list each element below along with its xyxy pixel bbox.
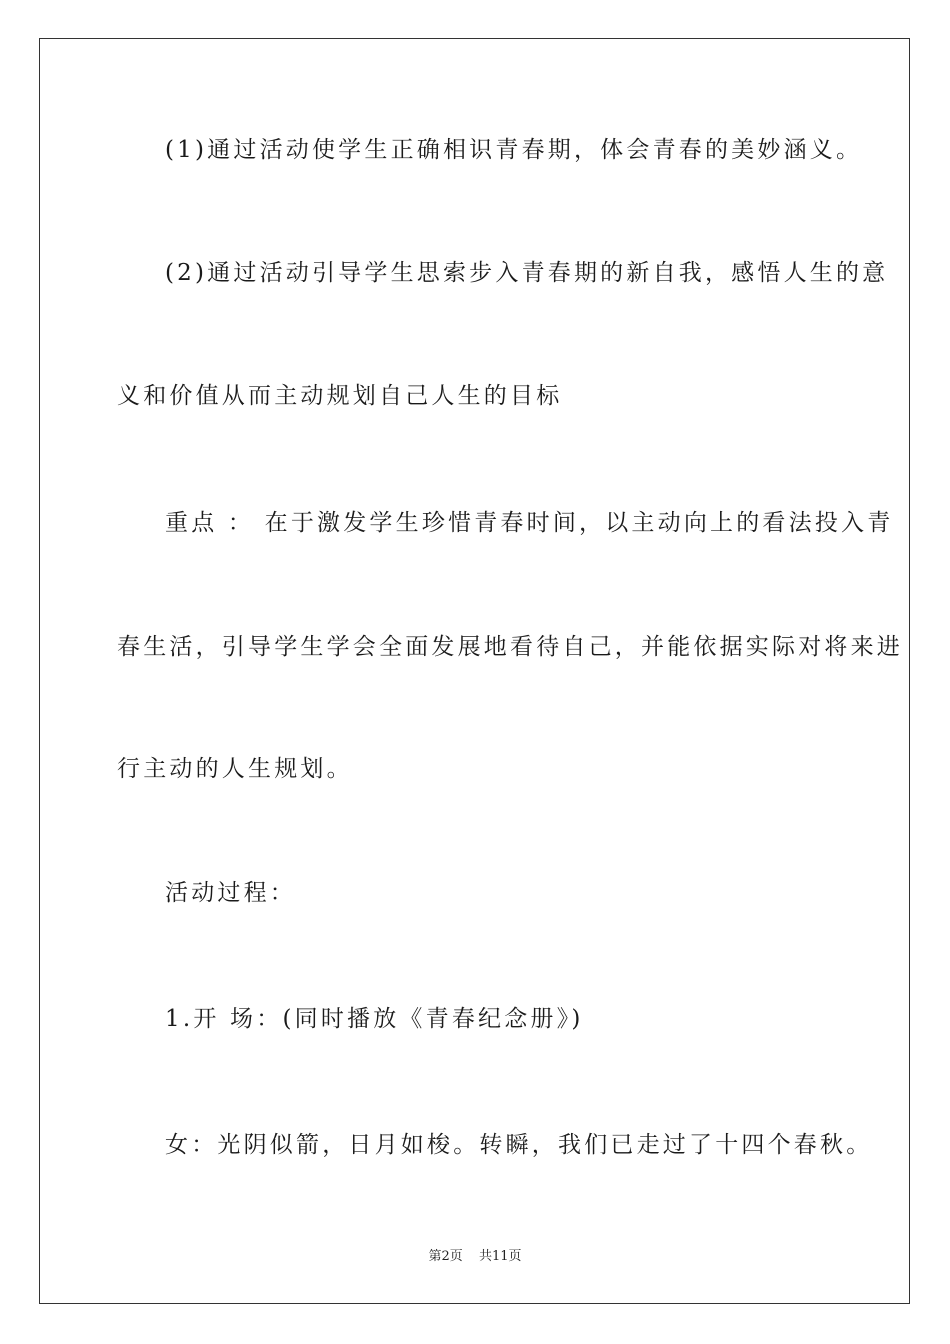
opening-section-text: 1.开 场：(同时播放《青春纪念册》) [165,1006,584,1032]
objective-1-text: (1)通过活动使学生正确相识青春期，体会青春的美妙涵义。 [165,137,863,163]
key-point-end-text: 行主动的人生规划。 [117,756,353,782]
objective-2-text: (2)通过活动引导学生思索步入青春期的新自我，感悟人生的意 [165,260,889,286]
objective-2-continuation-text: 义和价值从而主动规划自己人生的目标 [117,383,563,409]
activity-process-heading: 活动过程： [165,880,296,906]
dialogue-line-text: 女：光阴似箭，日月如梭。转瞬，我们已走过了十四个春秋。 [165,1132,873,1158]
page-border [39,38,910,1304]
key-point-continuation-text: 春生活，引导学生学会全面发展地看待自己，并能依据实际对将来进 [117,634,903,660]
page-total-label: 共11页 [478,1249,522,1264]
page-footer [0,1248,950,1266]
key-point-text: 重点 ： 在于激发学生珍惜青春时间，以主动向上的看法投入青 [165,510,894,536]
page-current-label: 第2页 [428,1249,463,1264]
